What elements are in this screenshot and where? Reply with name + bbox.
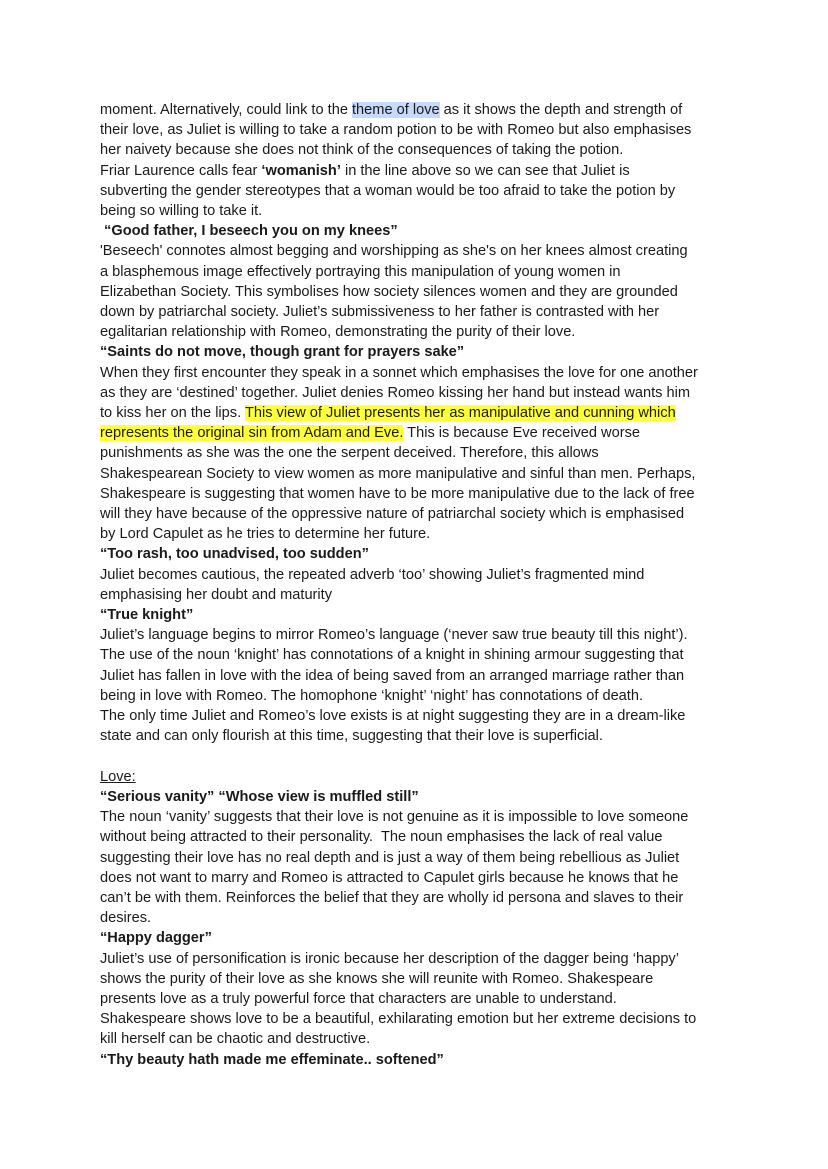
paragraph-gap <box>100 747 768 767</box>
text-line: can’t be with them. Reinforces the belief that they are wholly id persona and slaves to their <box>100 889 684 906</box>
love-section <box>100 767 768 1070</box>
text-line: moment. Alternatively, could link to the theme of love as it shows the depth and strength of <box>100 102 683 118</box>
text-line: down by patriarchal society. Juliet’s submissiveness to her father is contrasted with her <box>100 304 660 321</box>
highlighted-text: This view of Juliet presents her as manipulative and cunning which <box>244 405 676 422</box>
text-line: subverting the gender stereotypes that a woman would be too afraid to take the potion by <box>100 182 676 199</box>
quote-heading: “Saints do not move, though grant for prayers sake” <box>100 344 465 361</box>
text-line: her naivety because she does not think of the consequences of taking the potion. <box>100 142 624 159</box>
text-line: by Lord Capulet as he tries to determine her future. <box>100 526 431 543</box>
text-line: When they first encounter they speak in a sonnet which emphasises the love for one another <box>100 364 698 381</box>
text-line: as they are ‘destined’ together. Juliet denies Romeo kissing her hand but instead wants him <box>100 384 691 401</box>
text-line: Shakespeare shows love to be a beautiful, exhilarating emotion but her extreme decisions to <box>100 1011 697 1028</box>
intro-paragraph <box>100 100 768 221</box>
quote-section-beseech <box>100 221 768 342</box>
text-line: The only time Juliet and Romeo’s love exists is at night suggesting they are in a dream-like <box>100 708 686 725</box>
text-line: state and can only flourish at this time, suggesting that their love is superficial. <box>100 728 603 745</box>
quote-heading: “Happy dagger” <box>100 930 212 947</box>
text-line: being so willing to take it. <box>100 203 263 220</box>
text-line: without being attracted to their personality. The noun emphasises the lack of real value <box>100 829 663 846</box>
text-line: suggesting their love has no real depth and is just a way of them being rebellious as Juliet <box>100 849 680 866</box>
text-line: Juliet’s language begins to mirror Romeo’s language (‘never saw true beauty till this night’). <box>100 627 688 644</box>
text-line: desires. <box>100 910 152 927</box>
text-line: being in love with Romeo. The homophone ‘knight’ ‘night’ has connotations of death. <box>100 687 644 704</box>
text-line: Friar Laurence calls fear ‘womanish’ in the line above so we can see that Juliet is <box>100 162 630 179</box>
quote-heading: “True knight” <box>100 607 194 624</box>
text-line: Shakespearean Society to view women as more manipulative and sinful than men. Perhaps, <box>100 465 696 482</box>
text-line: their love, as Juliet is willing to take a random potion to be with Romeo but also emphasises <box>100 122 692 139</box>
text-line: to kiss her on the lips. This view of Juliet presents her as manipulative and cunning which <box>100 405 676 422</box>
text-line: presents love as a truly powerful force that characters are unable to understand. <box>100 990 617 1007</box>
text-line: punishments as she was the one the serpent deceived. Therefore, this allows <box>100 445 599 462</box>
text-line: represents the original sin from Adam and Eve. This is because Eve received worse <box>100 425 640 442</box>
highlighted-text: represents the original sin from Adam and Eve. <box>100 425 404 442</box>
text-line: will they have because of the oppressive nature of patriarchal society which is emphasised <box>100 506 685 523</box>
text-line: Shakespeare is suggesting that women have to be more manipulative due to the lack of free <box>100 485 695 502</box>
text-line: The noun ‘vanity’ suggests that their love is not genuine as it is impossible to love someone <box>100 809 689 826</box>
text-line: The use of the noun ‘knight’ has connotations of a knight in shining armour suggesting that <box>100 647 684 664</box>
section-title: Love: <box>100 768 136 785</box>
quote-section-true-knight <box>100 605 768 746</box>
highlighted-text: theme of love <box>352 102 440 118</box>
text-line: egalitarian relationship with Romeo, demonstrating the purity of their love. <box>100 324 576 341</box>
text-line: emphasising her doubt and maturity <box>100 586 333 603</box>
text-line: does not want to marry and Romeo is attracted to Capulet girls because he knows that he <box>100 869 679 886</box>
text-line: Juliet has fallen in love with the idea of being saved from an arranged marriage rather than <box>100 667 685 684</box>
text-line: Juliet’s use of personification is ironic because her description of the dagger being ‘happy’ <box>100 950 679 967</box>
quote-section-saints <box>100 342 768 544</box>
quote-heading: “Good father, I beseech you on my knees” <box>100 223 398 240</box>
text-line: kill herself can be chaotic and destructive. <box>100 1031 371 1048</box>
quote-section-too-rash <box>100 544 768 605</box>
text-line: Juliet becomes cautious, the repeated adverb ‘too’ showing Juliet’s fragmented mind <box>100 566 645 583</box>
text-line: shows the purity of their love as she knows she will reunite with Romeo. Shakespeare <box>100 970 654 987</box>
text-line: Elizabethan Society. This symbolises how society silences women and they are grounded <box>100 283 678 300</box>
text-line: 'Beseech' connotes almost begging and worshipping as she's on her knees almost creating <box>100 243 688 260</box>
quote-inline: ‘womanish’ <box>261 162 341 179</box>
text-line: a blasphemous image effectively portraying this manipulation of young women in <box>100 263 621 280</box>
quote-heading: “Thy beauty hath made me effeminate.. softened” <box>100 1051 444 1068</box>
quote-heading: “Too rash, too unadvised, too sudden” <box>100 546 369 563</box>
quote-heading: “Serious vanity” “Whose view is muffled still” <box>100 788 419 805</box>
